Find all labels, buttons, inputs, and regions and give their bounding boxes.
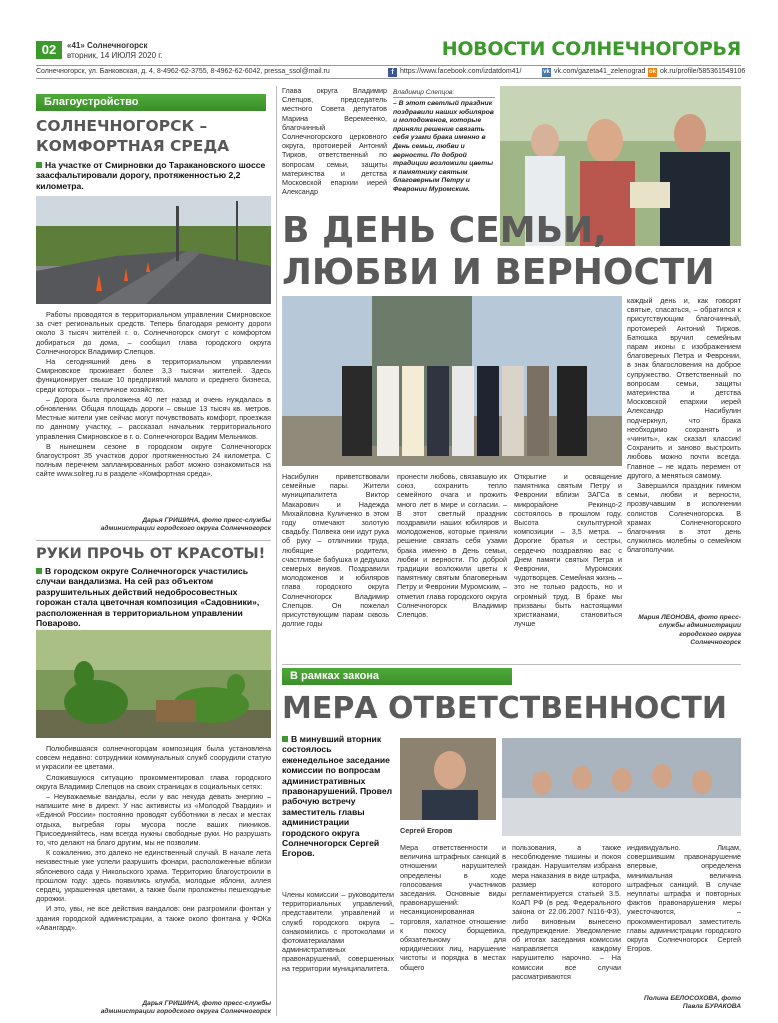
paper-name: «41» Солнечногорск [67,41,148,50]
masthead [36,38,741,66]
header-info-line [36,65,746,79]
photo-group [282,296,622,466]
headline-text: СОЛНЕЧНОГОРСК – КОМФОРТНАЯ СРЕДА [36,117,230,155]
issue-date: вторник, 14 ИЮЛЯ 2020 г. [67,51,163,60]
signature-vandalism: Дарья ГРИШИНА, фото пресс-службы администрации городского округа Солнечногорск [100,1000,271,1016]
article-road-body [36,310,271,480]
photo-topiary [36,630,271,738]
family-col-3: Открытие и освящение памятника святым Петру и Февронии вблизи ЗАГСа в микрорайоне Рекинцо-2 состоялось в прошлом году. Высота скульптурной композиции – 3,5 метра. – Дорогие братья и сестры, сердечно поздравляю вас с Днем памяти святых Петра и Февронии, Муромских чудотворцев. Семейная жизнь – это не только радость, но и огромный труд. В браке мы призваны быть настоящими христианами, становиться лучше [514,472,622,629]
headline-comfort-env [36,116,266,156]
paragraph: каждый день и, как говорят святые, спасаться, – обратился к присутствующим благочинный, протоиерей Антоний Тирков. Батюшка вручил семейным парам иконы с изображением благоверных Петра и Февронии, в знак благословения на доброе супружество. Ответственный по вопросам семьи, защиты материнства и детства Московской епархии иерей Александр Насибулин подчеркнул, что брака необходимо сохранять и «чинить», как сказал классик! Сохранить и заново выстроить любовь можно почти всегда. Главное – не ждать перемен от другого, а меняться самому. [627,296,741,480]
ok-icon[interactable]: ok [648,69,656,75]
divider [36,540,271,541]
bullet-square [36,162,42,168]
paragraph: В нынешнем сезоне в городском округе Солнечногорск благоустроят 35 участков дорог протяженностью 24 километра. С полным перечнем запланированных работ можно ознакомиться на сайте www.solreg.ru в разделе «Комфортная среда». [36,441,271,479]
headline-family-day-2: ЛЮБВИ И ВЕРНОСТИ [282,252,715,293]
lead-law [282,734,394,859]
column-divider [276,86,277,1016]
divider [282,664,741,665]
family-col-1: Насибулин приветствовали семейные пары. Жители муниципалитета Виктор Макарович и Надежда Михайловна Куличенко в этом году отмечают золотую свадьбу. Полвека они идут рука об руку – отличники труда, любящие родители, счастливые бабушка и дедушка семерых внуков. Поздравили молодоженов и юбиляров глава городского округа Солнечногорск Владимир Слепцов. Он пожелал присутствующим парам сквозь долгие годы [282,472,389,629]
paragraph: Сложившуюся ситуацию прокомментировал глава городского округа Владимир Слепцов на своих страницах в социальных сетях: [36,772,271,791]
article-vandalism-body [36,744,271,933]
law-col-3: пользования, а также несоблюдение тишины и покоя граждан. Нарушителям избрана мера наказания в виде штрафа, размер которого регламентируется статьей 3.5. КоАП РФ (в ред. Федерального закона от 22.06.2007 N116-ФЗ), либо виновным вынесено предупреждение. Уведомление об итогах заседания комиссии направляется каждому нарушителю нарочно. – На комиссии все случаи рассматриваются [512,843,621,981]
vk-link[interactable]: vk.com/gazeta41_zelenograd [554,68,646,75]
photo-egorov [400,738,496,820]
vk-icon[interactable]: vk [543,69,550,75]
law-col-2: Мера ответственности и величина штрафных санкций в отношении нарушителей определены в ходе голосования участников заседания. Основные виды правонарушений: несанкционированная торговля, халатное отношение к покосу борщевика, обязательному для юридических лиц, нарушение чистоты и порядка в местах общего [400,843,506,972]
lead-road-text: На участке от Смирновки до Таракановского шоссе заасфальтировали дорогу, протяженностью 2,2 километра. [36,160,266,191]
lead-vandalism [36,566,271,628]
paragraph: И это, увы, не все действия вандалов: они разгромили фонтан у здания городской администрации, а также около фонтана у ФОКа «Авангард». [36,904,271,932]
signature-family: Мария ЛЕОНОВА, фото пресс-службы администрации городского округа Солнечногорск [638,614,741,647]
signature-law: Полина БЕЛОСОХОВА, фото Павла БУРАКОВА [644,995,741,1011]
quote-source: Владимир Слепцов: [393,88,495,98]
photo-commission [502,738,741,836]
law-col-1: Члены комиссии – руководители территориальных управлений, представители управлений и служб городского округа – ознакомились с протоколами и фотоматериалами административных правонарушений, совершенных на территории муниципалитета. [282,890,394,973]
paragraph: Завершился праздник гимном семьи, любви и верности, прозвучавшим в исполнении солистов Солнечногорска. В храмах Солнечногорского благочиния в этот день служились молебны о семейном благополучии. [627,481,741,555]
bullet-square [282,736,288,742]
rubric-law: В рамках закона [282,668,512,685]
headline-family-day-1: В ДЕНЬ СЕМЬИ, [282,210,607,251]
address: Солнечногорск, ул. Банковская, д. 4, 8-4962-62-3755, 8-4962-62-6042, pressa_ssol@mail.ru [36,68,330,75]
lead-law-text: В минувший вторник состоялось еженедельное заседание комиссии по вопросам административных правонарушений. Провел рабочую встречу заместитель главы администрации городского округа Солнечногорск Сергей Егоров. [282,734,393,859]
paragraph: Работы проводятся в территориальном управлении Смирновское за счет региональных средств. Теперь благодаря ремонту дороги около 3 тысяч жителей г. о. Солнечногорск смогут с комфортом добираться до дома, – сообщил глава городского округа Солнечногорск Владимир Слепцов. [36,310,271,356]
bullet-square [36,568,42,574]
rubric-blagoustroystvo: Благоустройство [36,94,266,111]
facebook-icon[interactable]: f [388,68,397,77]
facebook-link[interactable]: https://www.facebook.com/izdatdom41/ [400,68,522,75]
page-number: 02 [36,41,62,59]
paragraph: – Дорога была проложена 40 лет назад и очень нуждалась в обновлении. Общая площадь дороги – свыше 13 тысяч кв. метров. Местные жители уже сейчас могут почувствовать комфорт, проезжая по данному участку, – рассказал начальник территориального управления Смирновское в г. о. Солнечногорск Вадим Мельников. [36,394,271,441]
paragraph: Полюбившаяся солнечногорцам композиция была установлена совсем недавно: сотрудники коммунальных служб соорудили статую и украсили ее цветами. [36,744,271,772]
quote-box [393,88,495,195]
family-intro-column: Глава округа Владимир Слепцов, председатель местного Совета депутатов Марина Веремеенко, благочинный Солнечногорского церковного округа, протоиерей Антоний Тирков, ответственный по вопросам семьи, защиты материнства и детства Московской епархии иерей Александр [282,86,387,197]
paragraph: На сегодняшний день в территориальном управлении Смирновское проживает более 3,3 тысячи жителей. Здесь функционирует свыше 10 предприятий малого и среднего бизнеса, среди которых – тепличное хозяйство. [36,357,271,394]
photo-caption: Сергей Егоров [400,826,453,835]
paragraph: К сожалению, это далеко не единственный случай. В начале лета неизвестные уже успели разрушить фонари, расположенные вблизи яблоневого сада у Никольского храма. Территорию благоустроили в прошлом году: здесь появились клумба, молодые яблони, аллея сердец, украшенная цветами, а также были проложены пешеходные дорожки. [36,848,271,904]
quote-text: – В этот светлый праздник поздравили наших юбиляров и молодоженов, которые приняли решение связать себя узами брака именно в День семьи, любви и верности. По доброй традиции возложили цветы к памятнику святым благоверным Петру и Февронии Муромским. [393,100,494,193]
family-col-2: пронести любовь, связавшую их союз, сохранить тепло семейного очага и прожить много лет в мире и согласии. – В этот светлый праздник поздравили наших юбиляров и молодоженов, которые приняли решение связать себя узами брака именно в День семьи, любви и верности. По доброй традиции возложили цветы к памятнику святым благоверным Петру и Февронии Муромским, – отметил глава городского округа Солнечногорск Владимир Слепцов. [397,472,507,620]
ok-link[interactable]: ok.ru/profile/585361549106 [660,68,746,75]
paragraph: – Неуважаемые вандалы, если у вас некуда девать энергию – напишите мне в директ. У нас активисты из «Молодой Гвардии» и «Единой России» постоянно проводят субботники в лесах и местах отдыха, выгребая горы мусора после ваших пикников. Присоединяйтесь, нам всегда нужны свободные руки. Но разрушать то, что делают на благо другим, мы не позволим. [36,792,271,848]
headline-law: МЕРА ОТВЕТСТВЕННОСТИ [282,691,727,726]
headline-vandalism: РУКИ ПРОЧЬ ОТ КРАСОТЫ! [36,546,266,562]
lead-vandalism-text: В городском округе Солнечногорск участились случаи вандализма. На сей раз объектом разрушительных действий недобросовестных горожан стала цветочная композиция «Садовники», расположенная в территориальном управлении Поварово. [36,566,260,629]
section-title: НОВОСТИ СОЛНЕЧНОГОРЬЯ [441,38,741,60]
lead-road [36,160,271,191]
signature-road: Дарья ГРИШИНА, фото пресс-службы администрации городского округа Солнечногорск [100,517,271,533]
law-col-4: индивидуально. Лицам, совершившим правонарушение впервые, определена минимальная величина штрафных санкций. В случае неуплаты штрафа и повторных фактов правонарушения меры ужесточаются, – прокомментировал заместитель главы администрации городского округа Солнечногорск Сергей Егоров. [627,843,741,954]
photo-road [36,196,271,304]
family-right-column [627,296,741,556]
